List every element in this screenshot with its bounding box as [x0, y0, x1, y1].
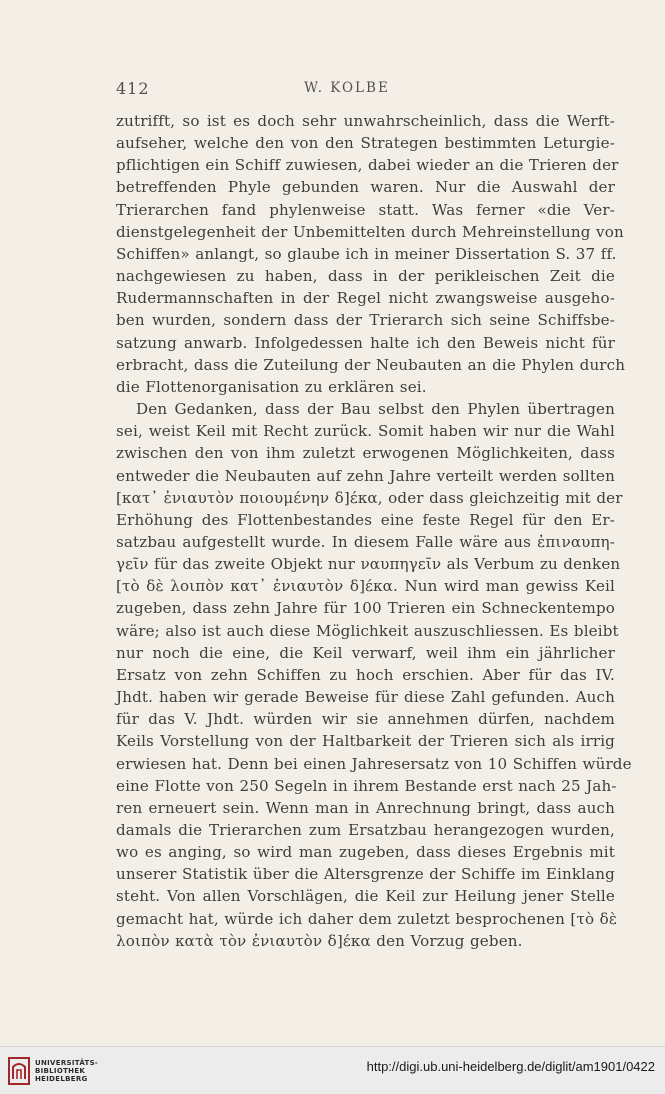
running-head: W. KOLBE — [304, 80, 390, 96]
text-line: Trierarchen fand phylenweise statt. Was ferner «die Ver- — [116, 200, 615, 219]
university-library-logo-icon — [8, 1057, 30, 1085]
digitization-footer — [0, 1046, 665, 1094]
text-line: satzung anwarb. Infolgedessen halte ich den Beweis nicht für — [116, 333, 615, 352]
text-line: Schiffen» anlangt, so glaube ich in meiner Dissertation S. 37 ff. — [116, 244, 617, 263]
text-line: zwischen den von ihm zuletzt erwogenen Möglichkeiten, dass — [116, 444, 615, 463]
text-line: aufseher, welche den von den Strategen bestimmten Leturgie- — [116, 134, 615, 153]
text-line: dienstgelegenheit der Unbemittelten durch Mehreinstellung von — [116, 222, 624, 241]
text-line: [κατ᾽ ἐνιαυτὸν ποιουμένην δ]έκα, oder dass gleichzeitig mit der — [116, 488, 623, 507]
source-url-link[interactable]: http://digi.ub.uni-heidelberg.de/diglit/am1901/0422 — [366, 1059, 655, 1074]
text-line: Keils Vorstellung von der Haltbarkeit der Trieren sich als irrig — [116, 732, 615, 751]
text-line: ren erneuert sein. Wenn man in Anrechnung bringt, dass auch — [116, 798, 615, 817]
text-line: betreffenden Phyle gebunden waren. Nur die Auswahl der — [116, 178, 615, 197]
text-line: ben wurden, sondern dass der Trierarch sich seine Schiffsbe- — [116, 311, 615, 330]
text-line: für das V. Jhdt. würden wir sie annehmen dürfen, nachdem — [116, 710, 615, 729]
text-line: sei, weist Keil mit Recht zurück. Somit haben wir nur die Wahl — [116, 422, 615, 441]
text-line: wo es anging, so wird man zugeben, dass dieses Ergebnis mit — [116, 843, 615, 862]
text-line: λοιπὸν κατὰ τὸν ἐνιαυτὸν δ]έκα den Vorzug geben. — [116, 931, 523, 950]
institution-line: BIBLIOTHEK — [35, 1067, 86, 1075]
institution-line: UNIVERSITÄTS- — [35, 1059, 99, 1067]
page-header — [116, 79, 548, 101]
text-line: [τὸ δὲ λοιπὸν κατ᾽ ἐνιαυτὸν δ]έκα. Nun wird man gewiss Keil — [116, 577, 615, 596]
text-line: die Flottenorganisation zu erklären sei. — [116, 377, 427, 396]
text-line: zutrifft, so ist es doch sehr unwahrscheinlich, dass die Werft- — [116, 112, 615, 130]
page-number: 412 — [116, 79, 150, 98]
text-line: erbracht, dass die Zuteilung der Neubauten an die Phylen durch — [116, 355, 626, 374]
text-line: gemacht hat, würde ich daher dem zuletzt besprochenen [τὸ δὲ — [116, 909, 618, 928]
institution-name — [35, 1059, 98, 1083]
text-line: steht. Von allen Vorschlägen, die Keil zur Heilung jener Stelle — [116, 887, 615, 906]
text-line: Den Gedanken, dass der Bau selbst den Phylen übertragen — [136, 400, 615, 419]
text-line: zugeben, dass zehn Jahre für 100 Trieren ein Schneckentempo — [116, 599, 615, 618]
text-line: Rudermannschaften in der Regel nicht zwangsweise ausgeho- — [116, 289, 615, 308]
text-line: satzbau aufgestellt wurde. In diesem Falle wäre aus ἐπιναυπη- — [116, 532, 615, 551]
text-line: nur noch die eine, die Keil verwarf, weil ihm ein jährlicher — [116, 643, 615, 662]
text-line: Ersatz von zehn Schiffen zu hoch erschien. Aber für das IV. — [116, 665, 615, 684]
text-line: damals die Trierarchen zum Ersatzbau herangezogen wurden, — [116, 821, 615, 839]
text-line: unserer Statistik über die Altersgrenze der Schiffe im Einklang — [116, 865, 615, 884]
text-line: eine Flotte von 250 Segeln in ihrem Bestande erst nach 25 Jah- — [116, 776, 617, 795]
body-text — [116, 110, 632, 952]
text-line: Jhdt. haben wir gerade Beweise für diese Zahl gefunden. Auch — [116, 688, 615, 707]
text-line: pflichtigen ein Schiff zuwiesen, dabei wieder an die Trieren der — [116, 156, 619, 175]
text-line: γεῖν für das zweite Objekt nur ναυπηγεῖν als Verbum zu denken — [116, 555, 621, 574]
text-line: wäre; also ist auch diese Möglichkeit auszuschliessen. Es bleibt — [116, 621, 619, 640]
text-line: erwiesen hat. Denn bei einen Jahresersatz von 10 Schiffen würde — [116, 754, 632, 773]
text-line: nachgewiesen zu haben, dass in der perikleischen Zeit die — [116, 267, 615, 286]
text-line: Erhöhung des Flottenbestandes eine feste Regel für den Er- — [116, 510, 615, 529]
text-line: entweder die Neubauten auf zehn Jahre verteilt werden sollten — [116, 466, 615, 485]
institution-line: HEIDELBERG — [35, 1075, 88, 1083]
